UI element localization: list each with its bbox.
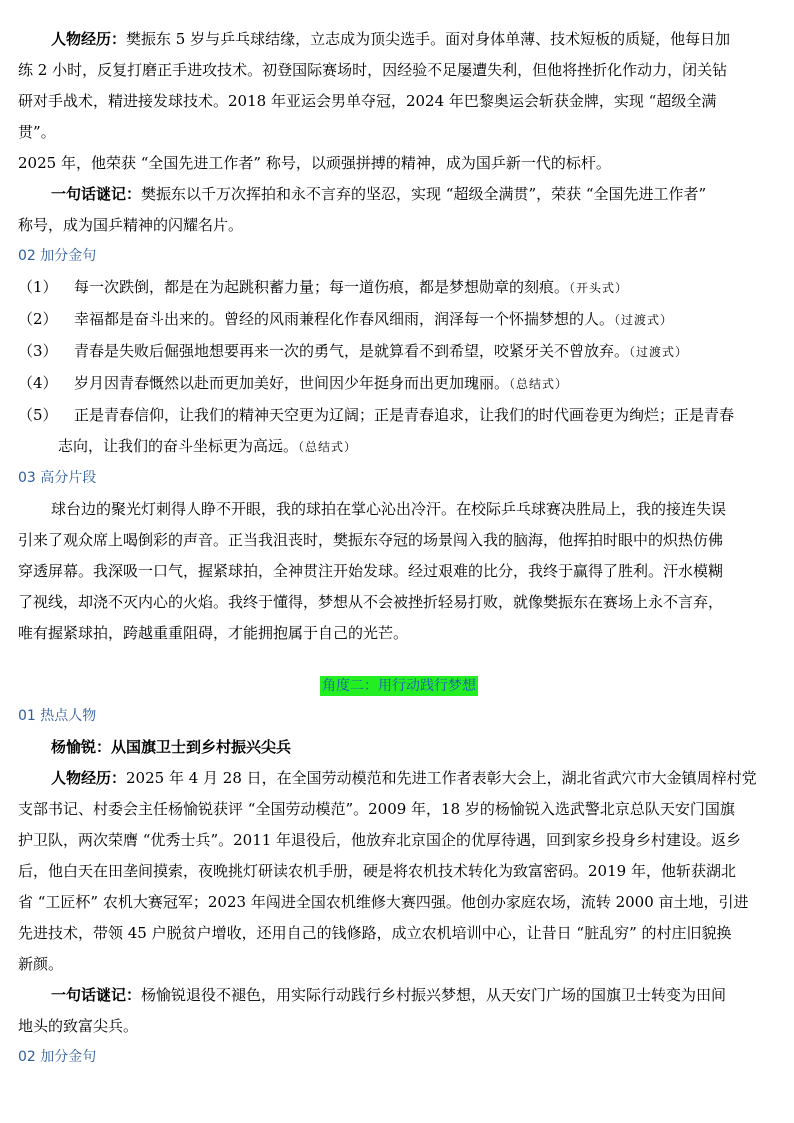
- quote-item: （4） 岁月因青春慨然以赴而更加美好，世间因少年挺身而出更加瑰丽。（总结式）: [18, 374, 569, 392]
- heading-hot-person: 01 热点人物: [18, 708, 97, 724]
- section-title: 角度二：用行动践行梦想: [322, 678, 476, 694]
- bio-line: 人物经历：2025 年 4 月 28 日，在全国劳动模范和先进工作者表彰大会上，湖北省武穴市大金镇周梓村党: [51, 769, 757, 787]
- summary-line: 称号，成为国乒精神的闪耀名片。: [18, 216, 244, 234]
- bio-label: 人物经历：: [51, 30, 127, 48]
- quote-item: （5） 正是青春信仰，让我们的精神天空更为辽阔；正是青春追求，让我们的时代画卷更为绚烂；正是青春: [18, 406, 735, 424]
- summary-line: 地头的致富尖兵。: [18, 1017, 139, 1035]
- section-title-row: [18, 675, 780, 696]
- bio-line: 省 “工匠杯” 农机大赛冠军；2023 年闯进全国农机维修大赛四强。他创办家庭农场，流转 2000 亩土地，引进: [18, 893, 749, 911]
- bio-line: 练 2 小时，反复打磨正手进攻技术。初登国际赛场时，因经验不足屡遭失利，但他将挫折化作动力，闭关钻: [18, 61, 728, 79]
- quote-item-continued: 志向，让我们的奋斗坐标更为高远。（总结式）: [58, 437, 358, 455]
- heading-bonus-quotes-2: 02 加分金句: [18, 1049, 97, 1065]
- para-line: 唯有握紧球拍，跨越重重阻碍，才能拥抱属于自己的光芒。: [18, 624, 409, 642]
- person2-title: 杨愉锐：从国旗卫士到乡村振兴尖兵: [51, 738, 292, 756]
- para-line: 穿透屏幕。我深吸一口气，握紧球拍，全神贯注开始发球。经过艰难的比分，我终于赢得了胜利。汗水模糊: [18, 562, 724, 580]
- person1-bio: [18, 24, 780, 1073]
- bio-line: 贯”。: [18, 123, 56, 141]
- quote-item: （1） 每一次跌倒，都是在为起跳积蓄力量；每一道伤痕，都是梦想勋章的刻痕。（开头式）: [18, 278, 629, 296]
- bio-line: 护卫队，两次荣膺 “优秀士兵”。2011 年退役后，他放弃北京国企的优厚待遇，回到家乡投身乡村建设。返乡: [18, 831, 742, 849]
- quote-item: （3） 青春是失败后倔强地想要再来一次的勇气，是就算看不到希望，咬紧牙关不曾放弃。（过渡式）: [18, 342, 689, 360]
- para-line: 引来了观众席上喝倒彩的声音。正当我沮丧时，樊振东夺冠的场景闯入我的脑海，他挥拍时眼中的炽热仿佛: [18, 531, 724, 549]
- heading-bonus-quotes: 02 加分金句: [18, 248, 97, 264]
- summary-label: 一句话谜记：: [51, 185, 142, 203]
- para-line: 球台边的聚光灯刺得人睁不开眼，我的球拍在掌心沁出冷汗。在校际乒乓球赛决胜局上，我的接连失误: [51, 500, 727, 518]
- quote-item: （2） 幸福都是奋斗出来的。曾经的风雨兼程化作春风细雨，润泽每一个怀揣梦想的人。（过渡式）: [18, 310, 674, 328]
- bio-line: 人物经历：樊振东 5 岁与乒乓球结缘，立志成为顶尖选手。面对身体单薄、技术短板的质疑，他每日加: [51, 30, 731, 48]
- summary-line: 一句话谜记：樊振东以千万次挥拍和永不言弃的坚忍，实现 “超级全满贯”，荣获 “全国先进工作者”: [51, 185, 707, 203]
- bio-label: 人物经历：: [51, 769, 127, 787]
- bio-line: 支部书记、村委会主任杨愉锐获评 “全国劳动模范”。2009 年，18 岁的杨愉锐入选武警北京总队天安门国旗: [18, 800, 735, 818]
- bio-line: 2025 年，他荣获 “全国先进工作者” 称号，以顽强拼搏的精神，成为国乒新一代的标杆。: [18, 154, 611, 172]
- heading-high-score-paragraph: 03 高分片段: [18, 470, 97, 486]
- bio-line: 新颜。: [18, 955, 64, 973]
- bio-line: 先进技术，带领 45 户脱贫户增收，还用自己的钱修路，成立农机培训中心，让昔日 “脏乱穷” 的村庄旧貌换: [18, 924, 732, 942]
- summary-label: 一句话谜记：: [51, 986, 142, 1004]
- bio-line: 后，他白天在田垄间摸索，夜晚挑灯研读农机手册，硬是将农机技术转化为致富密码。2019 年，他斩获湖北: [18, 862, 736, 880]
- bio-line: 研对手战术，精进接发球技术。2018 年亚运会男单夺冠，2024 年巴黎奥运会斩获金牌，实现 “超级全满: [18, 92, 717, 110]
- para-line: 了视线，却浇不灭内心的火焰。我终于懂得，梦想从不会被挫折轻易打败，就像樊振东在赛场上永不言弃，: [18, 593, 724, 611]
- summary-line: 一句话谜记：杨愉锐退役不褪色，用实际行动践行乡村振兴梦想，从天安门广场的国旗卫士转变为田间: [51, 986, 727, 1004]
